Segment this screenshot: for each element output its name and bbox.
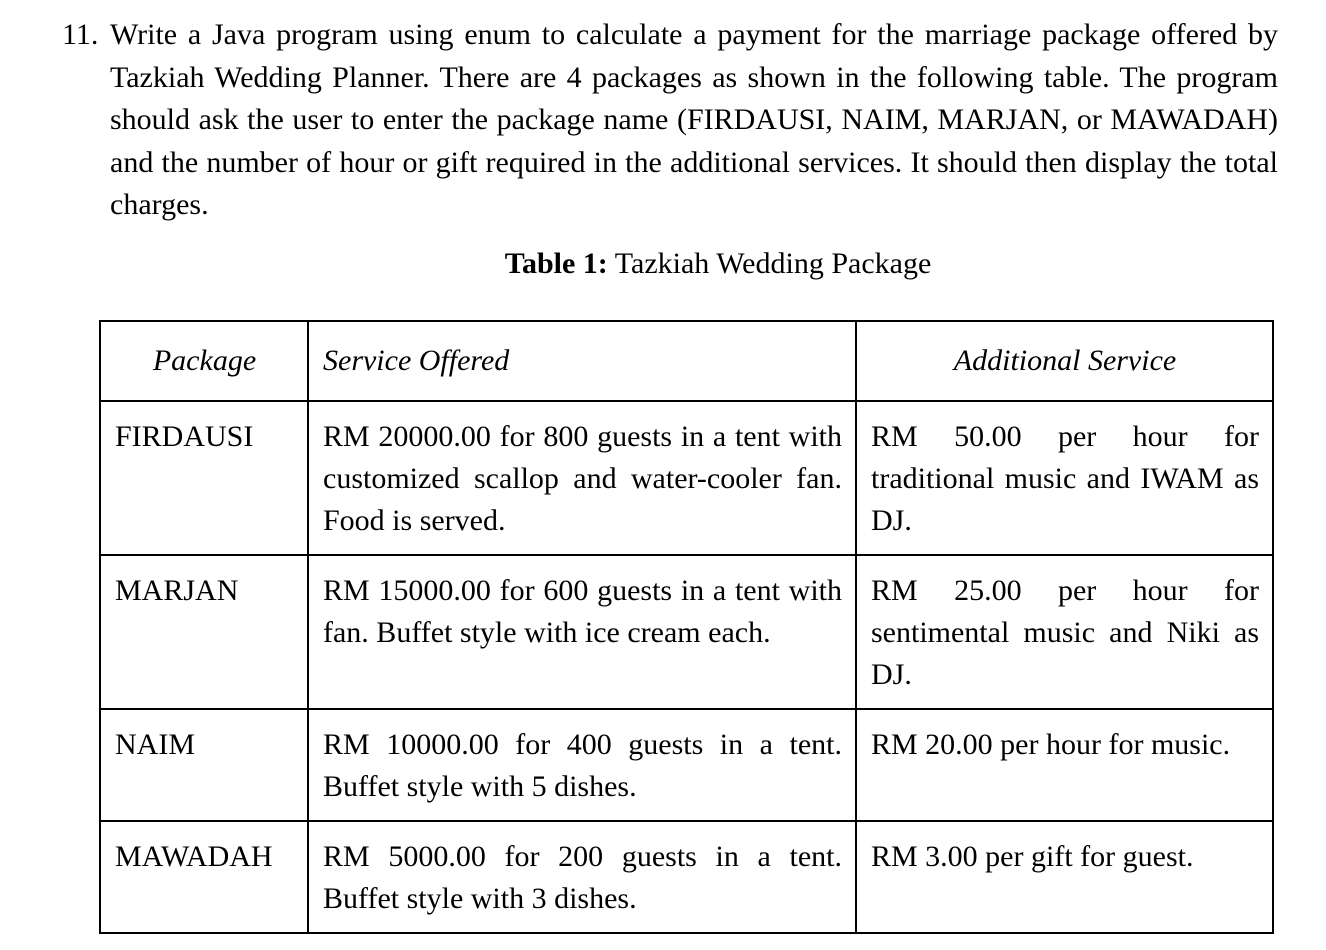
table-row [100,709,1273,821]
package-name-cell: MAWADAH [100,821,308,933]
table-row [100,401,1273,555]
table-header-row [100,321,1273,401]
package-name-cell: FIRDAUSI [100,401,308,555]
additional-service-cell: RM 50.00 per hour for traditional music and IWAM as DJ. [856,401,1273,555]
additional-service-cell: RM 25.00 per hour for sentimental music and Niki as DJ. [856,555,1273,709]
service-offered-cell: RM 5000.00 for 200 guests in a tent. Buffet style with 3 dishes. [308,821,856,933]
table-row [100,555,1273,709]
service-offered-cell: RM 10000.00 for 400 guests in a tent. Buffet style with 5 dishes. [308,709,856,821]
additional-service-cell: RM 20.00 per hour for music. [856,709,1273,821]
package-name-cell: MARJAN [100,555,308,709]
question-block [62,14,1278,227]
header-additional-service: Additional Service [856,321,1273,401]
service-offered-cell: RM 15000.00 for 600 guests in a tent with fan. Buffet style with ice cream each. [308,555,856,709]
header-service-offered: Service Offered [308,321,856,401]
service-offered-cell: RM 20000.00 for 800 guests in a tent with customized scallop and water-cooler fan. Food is served. [308,401,856,555]
question-number: 11. [62,18,99,51]
additional-service-cell: RM 3.00 per gift for guest. [856,821,1273,933]
package-name-cell: NAIM [100,709,308,821]
header-package: Package [100,321,308,401]
table-row [100,821,1273,933]
table-caption [0,244,1326,284]
table-caption-title: Tazkiah Wedding Package [614,247,932,280]
question-text: Write a Java program using enum to calculate a payment for the marriage package offered by Tazkiah Wedding Planner. There are 4 packages as shown in the following table. The program should ask the user to enter the package name (FIRDAUSI, NAIM, MARJAN, or MAWADAH) and the number of hour or gift required in the additional services. It should then display the total charges. [110,18,1278,221]
table-caption-label: Table 1: [504,247,608,280]
package-table [99,320,1274,934]
